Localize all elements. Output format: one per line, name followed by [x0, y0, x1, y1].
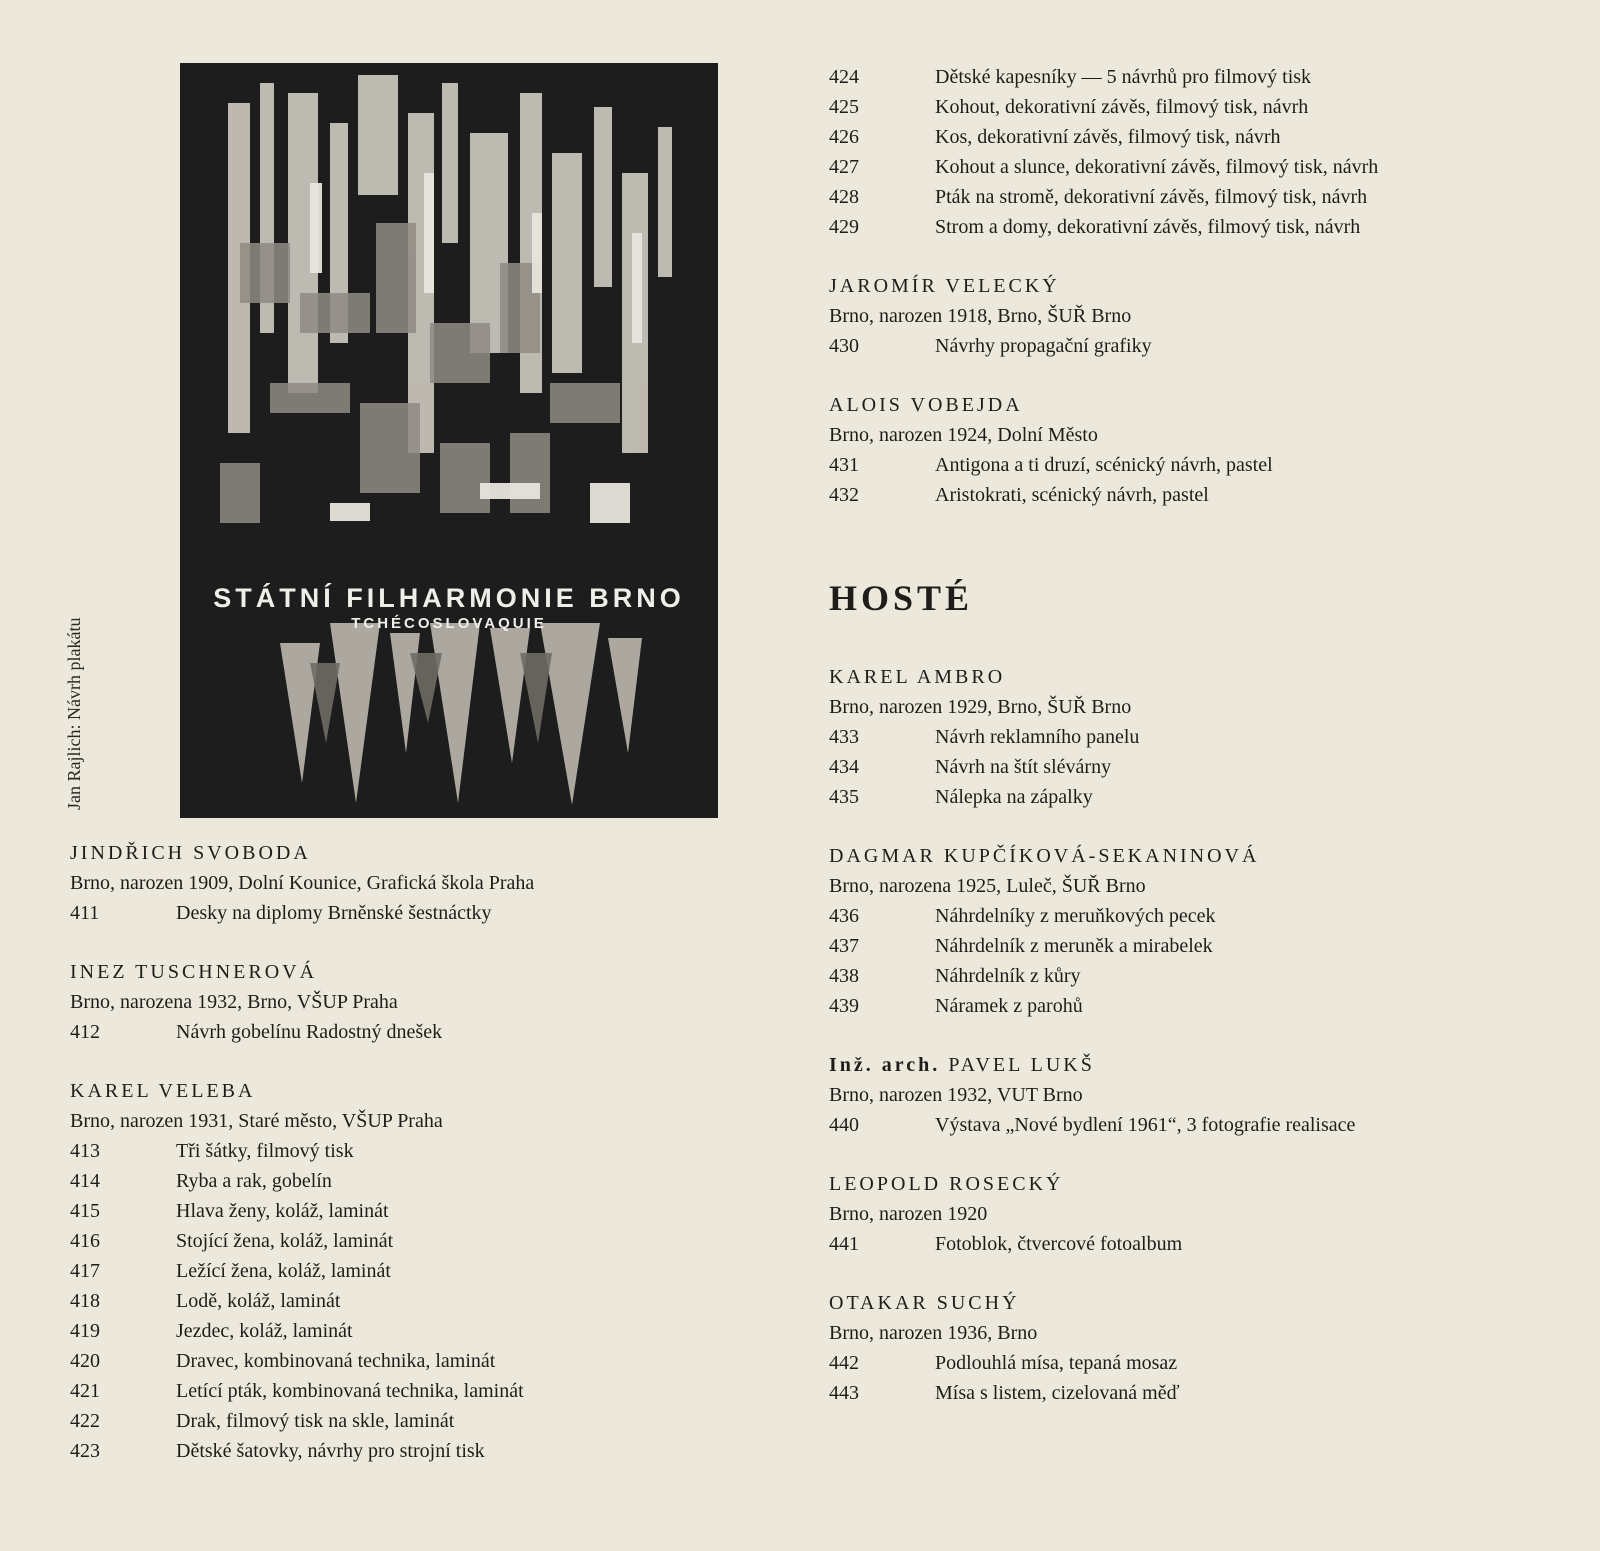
catalog-entry — [829, 480, 1549, 510]
entry-title: Ležící žena, koláž, laminát — [176, 1260, 391, 1282]
entry-title: Stojící žena, koláž, laminát — [176, 1230, 394, 1252]
catalog-entry — [70, 1316, 730, 1346]
continued-entries — [829, 62, 1549, 242]
poster-title: STÁTNÍ FILHARMONIE BRNO — [213, 583, 685, 613]
entry-title: Lodě, koláž, laminát — [176, 1290, 341, 1312]
artist-name-line — [829, 1050, 1549, 1080]
artist-block — [829, 1169, 1549, 1259]
artist-block — [829, 1050, 1549, 1140]
catalog-entry — [70, 1256, 730, 1286]
catalog-entry — [829, 62, 1549, 92]
artist-info: Brno, narozen 1909, Dolní Kounice, Grafická škola Praha — [70, 872, 535, 894]
poster-image — [180, 63, 718, 818]
catalog-entry — [70, 898, 730, 928]
catalog-entry — [829, 961, 1549, 991]
catalog-entry — [70, 1017, 730, 1047]
artist-info: Brno, narozen 1929, Brno, ŠUŘ Brno — [829, 696, 1132, 718]
entry-title: Kos, dekorativní závěs, filmový tisk, návrh — [935, 126, 1281, 148]
catalog-entry — [829, 782, 1549, 812]
artist-block — [829, 271, 1549, 361]
artist-title-prefix: Inž. arch. — [829, 1054, 941, 1076]
catalog-entry — [829, 450, 1549, 480]
entry-title: Návrhy propagační grafiky — [935, 335, 1152, 357]
artist-info: Brno, narozen 1924, Dolní Město — [829, 424, 1098, 446]
entry-title: Výstava „Nové bydlení 1961“, 3 fotografie realisace — [935, 1114, 1356, 1136]
catalog-entry — [829, 1378, 1549, 1408]
entry-number: 418 — [70, 1290, 100, 1312]
entry-number: 434 — [829, 756, 859, 778]
artist-name: JAROMÍR VELECKÝ — [829, 275, 1060, 297]
catalog-entry — [829, 182, 1549, 212]
entry-number: 439 — [829, 995, 859, 1017]
artist-name: KAREL VELEBA — [70, 1080, 256, 1102]
entry-number: 415 — [70, 1200, 100, 1222]
entry-title: Náhrdelník z kůry — [935, 965, 1081, 987]
entry-number: 435 — [829, 786, 859, 808]
catalog-entry — [829, 1229, 1549, 1259]
entry-title: Dětské kapesníky — 5 návrhů pro filmový tisk — [935, 66, 1312, 88]
entry-title: Návrh reklamního panelu — [935, 726, 1140, 748]
entry-number: 412 — [70, 1021, 100, 1043]
entry-title: Náhrdelníky z meruňkových pecek — [935, 905, 1216, 927]
entry-number: 417 — [70, 1260, 100, 1282]
artist-block — [829, 662, 1549, 812]
entry-title: Náramek z parohů — [935, 995, 1083, 1017]
entry-number: 423 — [70, 1440, 100, 1462]
artist-block — [829, 841, 1549, 1021]
entry-number: 433 — [829, 726, 859, 748]
entry-number: 416 — [70, 1230, 100, 1252]
entry-title: Kohout a slunce, dekorativní závěs, filmový tisk, návrh — [935, 156, 1379, 178]
entry-title: Podlouhlá mísa, tepaná mosaz — [935, 1352, 1178, 1374]
catalog-entry — [70, 1196, 730, 1226]
catalog-entry — [829, 722, 1549, 752]
artist-block — [829, 1288, 1549, 1408]
entry-number: 430 — [829, 335, 859, 357]
catalog-entry — [70, 1226, 730, 1256]
catalog-entry — [829, 1110, 1549, 1140]
entry-number: 438 — [829, 965, 859, 987]
artist-info: Brno, narozen 1920 — [829, 1203, 988, 1225]
catalog-entry — [829, 901, 1549, 931]
catalog-entry — [829, 1348, 1549, 1378]
catalog-entry — [70, 1406, 730, 1436]
entry-title: Tři šátky, filmový tisk — [176, 1140, 354, 1162]
artist-info: Brno, narozena 1925, Luleč, ŠUŘ Brno — [829, 875, 1146, 897]
entry-number: 441 — [829, 1233, 859, 1255]
catalog-entry — [70, 1436, 730, 1466]
entry-title: Aristokrati, scénický návrh, pastel — [935, 484, 1209, 506]
entry-number: 428 — [829, 186, 859, 208]
artist-name: OTAKAR SUCHÝ — [829, 1292, 1020, 1314]
entry-number: 425 — [829, 96, 859, 118]
entry-number: 440 — [829, 1114, 859, 1136]
poster-subtitle: TCHÉCOSLOVAQUIE — [351, 615, 547, 632]
artist-block — [70, 957, 730, 1047]
entry-title: Pták na stromě, dekorativní závěs, filmový tisk, návrh — [935, 186, 1368, 208]
entry-title: Dětské šatovky, návrhy pro strojní tisk — [176, 1440, 485, 1462]
catalog-entry — [829, 122, 1549, 152]
catalog-entry — [829, 152, 1549, 182]
entry-number: 422 — [70, 1410, 100, 1432]
artist-name: ALOIS VOBEJDA — [829, 394, 1023, 416]
artist-block — [70, 838, 730, 928]
entry-title: Desky na diplomy Brněnské šestnáctky — [176, 902, 492, 924]
artist-info: Brno, narozen 1931, Staré město, VŠUP Praha — [70, 1110, 443, 1132]
catalog-entry — [829, 331, 1549, 361]
artist-info: Brno, narozen 1936, Brno — [829, 1322, 1038, 1344]
left-column — [70, 838, 730, 1466]
artist-name: DAGMAR KUPČÍKOVÁ-SEKANINOVÁ — [829, 845, 1260, 867]
section-title: HOSTÉ — [829, 578, 974, 618]
catalog-entry — [70, 1136, 730, 1166]
entry-title: Náhrdelník z meruněk a mirabelek — [935, 935, 1213, 957]
catalog-entry — [829, 752, 1549, 782]
entry-title: Strom a domy, dekorativní závěs, filmový tisk, návrh — [935, 216, 1361, 238]
entry-number: 432 — [829, 484, 859, 506]
entry-title: Kohout, dekorativní závěs, filmový tisk, návrh — [935, 96, 1309, 118]
poster-artwork — [180, 63, 718, 818]
entry-number: 427 — [829, 156, 859, 178]
artist-name: JINDŘICH SVOBODA — [70, 842, 311, 864]
entry-number: 411 — [70, 902, 100, 924]
entry-number: 426 — [829, 126, 859, 148]
catalog-entry — [829, 212, 1549, 242]
entry-title: Nálepka na zápalky — [935, 786, 1093, 808]
artist-name: KAREL AMBRO — [829, 666, 1006, 688]
entry-number: 421 — [70, 1380, 100, 1402]
artist-name: LEOPOLD ROSECKÝ — [829, 1173, 1064, 1195]
entry-title: Mísa s listem, cizelovaná měď — [935, 1382, 1180, 1404]
artist-info: Brno, narozen 1918, Brno, ŠUŘ Brno — [829, 305, 1132, 327]
entry-number: 414 — [70, 1170, 100, 1192]
entry-number: 429 — [829, 216, 859, 238]
entry-number: 419 — [70, 1320, 100, 1342]
entry-title: Letící pták, kombinovaná technika, laminát — [176, 1380, 524, 1402]
catalog-entry — [829, 931, 1549, 961]
entry-title: Ryba a rak, gobelín — [176, 1170, 332, 1192]
artist-name: INEZ TUSCHNEROVÁ — [70, 961, 318, 983]
entry-title: Jezdec, koláž, laminát — [176, 1320, 353, 1342]
entry-title: Návrh na štít slévárny — [935, 756, 1112, 778]
artist-block — [829, 390, 1549, 510]
entry-number: 431 — [829, 454, 859, 476]
entry-title: Drak, filmový tisk na skle, laminát — [176, 1410, 455, 1432]
artist-info: Brno, narozena 1932, Brno, VŠUP Praha — [70, 991, 398, 1013]
entry-number: 442 — [829, 1352, 859, 1374]
right-column — [829, 62, 1549, 1408]
catalog-entry — [70, 1286, 730, 1316]
entry-number: 437 — [829, 935, 859, 957]
entry-number: 420 — [70, 1350, 100, 1372]
catalog-entry — [70, 1346, 730, 1376]
entry-number: 413 — [70, 1140, 100, 1162]
artist-info: Brno, narozen 1932, VUT Brno — [829, 1084, 1083, 1106]
catalog-entry — [70, 1376, 730, 1406]
entry-title: Antigona a ti druzí, scénický návrh, pastel — [935, 454, 1273, 476]
entry-number: 436 — [829, 905, 859, 927]
catalog-entry — [829, 92, 1549, 122]
catalog-entry — [70, 1166, 730, 1196]
catalog-entry — [829, 991, 1549, 1021]
artist-name: PAVEL LUKŠ — [948, 1054, 1095, 1076]
entry-number: 424 — [829, 66, 859, 88]
poster-caption: Jan Rajlich: Návrh plakátu — [64, 617, 84, 810]
entry-title: Hlava ženy, koláž, laminát — [176, 1200, 389, 1222]
entry-title: Dravec, kombinovaná technika, laminát — [176, 1350, 496, 1372]
artist-block — [70, 1076, 730, 1466]
entry-number: 443 — [829, 1382, 859, 1404]
entry-title: Návrh gobelínu Radostný dnešek — [176, 1021, 443, 1043]
entry-title: Fotoblok, čtvercové fotoalbum — [935, 1233, 1183, 1255]
